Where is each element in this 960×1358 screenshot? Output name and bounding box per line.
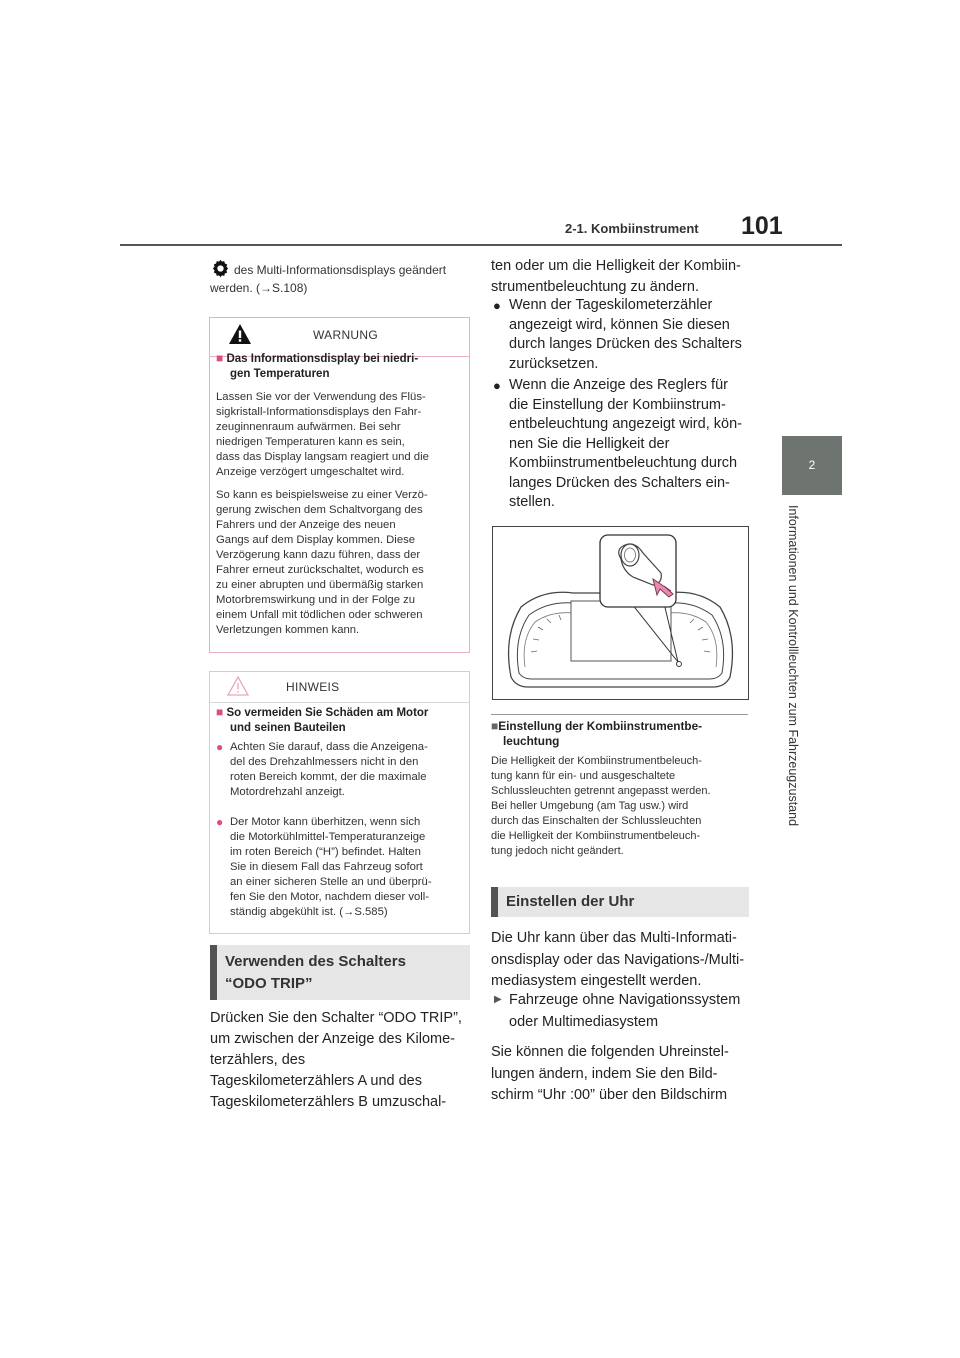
text-line: die Motorkühlmittel-Temperaturanzeige [230,831,426,843]
text-line: an einer sicheren Stelle an und überprü- [230,876,432,888]
odo-body [210,1008,475,1113]
text-line: entbeleuchtung angezeigt wird, kön- [509,416,742,432]
text-line: Achten Sie darauf, dass die Anzeigena- [230,741,428,753]
text-line: die Einstellung der Kombiinstrum- [509,396,726,413]
hint-box [209,671,470,934]
warning-subheading [216,351,464,382]
text-line: zurücksetzen. [509,355,599,372]
warning-subheading-line1: Das Informationsdisplay bei niedri- [226,353,419,365]
text-line: Motordrehzahl anzeigt. [230,786,345,798]
intro-text [210,258,470,297]
text-line: Tageskilometerzählers A und des [210,1073,422,1089]
text-line: ten oder um die Helligkeit der Kombiin- [491,258,741,274]
text-line: Gangs auf dem Display kommen. Diese [216,534,416,546]
text-line: durch das Einschalten der Schlussleuchten [491,815,702,827]
text-line: So kann es beispielsweise zu einer Verzö- [216,489,428,501]
brightness-note [491,719,756,859]
chapter-tab: 2 [782,436,842,495]
warning-subheading-line2: gen Temperaturen [230,368,330,380]
hint-bullet1 [216,740,466,800]
text-line: Die Uhr kann über das Multi-Informati- [491,930,737,946]
warning-para2 [216,488,466,638]
warning-title: WARNUNG [313,328,378,342]
instrument-cluster-illustration [492,526,749,700]
text-line: nen Sie die Helligkeit der [509,435,670,452]
text-line: roten Bereich kommt, der die maximale [230,771,427,783]
text-line: Die Helligkeit der Kombiinstrumentbeleuch- [491,755,702,767]
hint-subheading-line1: So vermeiden Sie Schäden am Motor [226,707,429,719]
caution-triangle-icon [227,676,249,696]
odo-heading-line1: Verwenden des Schalters [225,953,406,970]
text-line: langes Drücken des Schalters ein- [509,474,730,491]
clock-arrow-item [493,989,753,1033]
hint-subheading-line2: und seinen Bauteilen [230,722,346,734]
text-line: Drücken Sie den Schalter “ODO TRIP”, [210,1010,462,1026]
text-line: zu einer abrupten und übermäßig starken [216,579,424,591]
text-line: im roten Bereich (“H”) befindet. Halten [230,846,421,858]
text-line: Fahrer erneut zurückschaltet, wodurch es [216,564,424,576]
note-divider [491,714,748,715]
text-line: lungen ändern, indem Sie den Bild- [491,1065,718,1082]
header-divider [120,244,842,246]
chapter-title: Informationen und Kontrollleuchten zum Fahrzeugzustand [786,505,800,827]
text-line: schirm “Uhr :00” über den Bildschirm [491,1087,728,1103]
round-bullet-icon: ● [216,740,224,754]
warning-box [209,317,470,653]
hint-bullet2 [216,815,466,920]
square-bullet-icon: ■ [491,719,499,733]
hint-subheading [216,705,464,736]
text-line: tung kann für ein- und ausgeschaltete [491,770,676,782]
text-line: Anzeige verzögert umgeschaltet wird. [216,466,405,478]
round-bullet-icon: ● [493,378,501,393]
note-title-line2: leuchtung [503,734,560,748]
page-number: 101 [741,212,783,240]
text-line: strumentbeleuchtung zu ändern. [491,279,699,295]
clock-body2 [491,1042,756,1107]
clock-section-heading [491,887,749,917]
text-line: Verletzungen kommen kann. [216,624,360,636]
text-line: Tageskilometerzählers B umzuschal- [210,1094,447,1110]
text-line: tung jedoch nicht geändert. [491,845,624,857]
text-line: zeuginnenraum aufwärmen. Bei sehr [216,421,401,433]
text-line: gerung zwischen dem Schaltvorgang des [216,504,423,516]
text-line: stellen. [509,494,555,510]
text-line: Bei heller Umgebung (am Tag usw.) wird [491,800,689,812]
bullet-reset-trip [493,296,753,374]
text-line: fen Sie den Motor, nachdem dieser voll- [230,891,430,903]
odo-section-heading [210,945,470,1000]
round-bullet-icon: ● [216,815,224,829]
text-line: durch langes Drücken des Schalters [509,336,742,352]
text-line: Sie können die folgenden Uhreinstel- [491,1044,729,1060]
text-line: onsdisplay oder das Navigations-/Multi- [491,951,745,968]
triangle-arrow-icon: ▶ [494,994,502,1005]
text-line: Sie in diesem Fall das Fahrzeug sofort [230,861,423,873]
odo-heading-line2: “ODO TRIP” [225,975,313,992]
hint-title: HINWEIS [286,680,340,694]
intro-line1: des Multi-Informationsdisplays geändert [234,263,447,277]
text-line: oder Multimediasystem [509,1014,659,1030]
bullet-brightness [493,376,753,513]
text-line: sigkristall-Informationsdisplays den Fahr- [216,406,422,418]
text-line: Kombiinstrumentbeleuchtung durch [509,455,738,471]
warning-triangle-icon [228,323,252,345]
text-line: ständig abgekühlt ist. (→S.585) [230,906,388,918]
text-line: dass das Display langsam reagiert und die [216,451,429,463]
text-line: Wenn der Tageskilometerzähler [509,297,713,313]
text-line: Fahrzeuge ohne Navigationssystem [509,992,741,1008]
text-line: Lassen Sie vor der Verwendung des Flüs- [216,391,426,403]
text-line: um zwischen der Anzeige des Kilome- [210,1031,456,1047]
right-continuation [491,256,756,298]
text-line: Motorbremswirkung und in der Folge zu [216,594,416,606]
clock-body1 [491,928,756,993]
text-line: mediasystem eingestellt werden. [491,973,702,989]
warning-para1 [216,390,466,480]
round-bullet-icon: ● [493,298,501,313]
gear-icon [210,258,231,279]
text-line: angezeigt wird, können Sie diesen [509,316,730,333]
chapter-title-vertical [786,505,806,860]
text-line: Wenn die Anzeige des Reglers für [509,377,728,393]
text-line: Der Motor kann überhitzen, wenn sich [230,816,421,828]
text-line: einem Unfall mit tödlichen oder schweren [216,609,423,621]
square-bullet-icon: ■ [216,351,224,365]
section-title: 2-1. Kombiinstrument [565,221,699,236]
intro-line2: werden. (→S.108) [210,281,308,295]
text-line: Verzögerung kann dazu führen, dass der [216,549,421,561]
cluster-drawing [493,527,748,699]
clock-heading-text: Einstellen der Uhr [506,893,635,910]
text-line: Schlussleuchten getrennt angepasst werden. [491,785,711,797]
text-line: terzählers, des [210,1052,306,1068]
text-line: niedrigen Temperaturen kann es sein, [216,436,405,448]
hint-header [210,672,469,703]
text-line: Fahrers und der Anzeige des neuen [216,519,396,531]
note-title-line1: Einstellung der Kombiinstrumentbe- [498,719,703,733]
square-bullet-icon: ■ [216,705,224,719]
text-line: die Helligkeit der Kombiinstrumentbeleuch- [491,830,701,842]
text-line: del des Drehzahlmessers nicht in den [230,756,419,768]
